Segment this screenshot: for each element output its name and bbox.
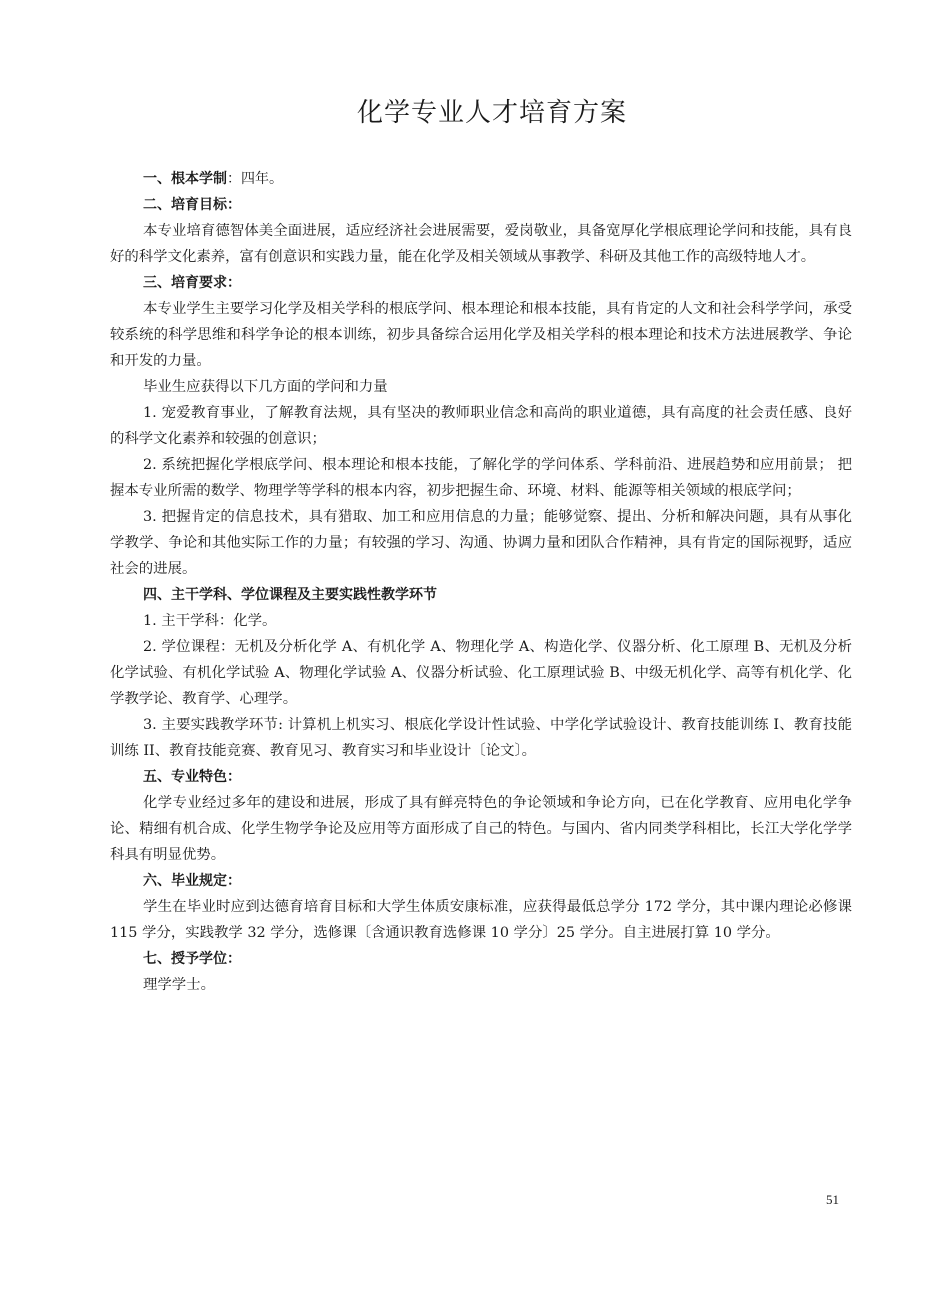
section-5-paragraph: 化学专业经过多年的建设和进展，形成了具有鲜亮特色的争论领域和争论方向，已在化学教育、应用电化学争论、精细有机合成、化学生物学争论及应用等方面形成了自己的特色。与国内、省内同类学科相比，长江大学化学学科具有明显优势。 xyxy=(110,795,852,863)
section-1-heading-label: 一、根本学制 xyxy=(143,171,227,187)
section-4-item-1: 1. 主干学科：化学。 xyxy=(143,613,277,629)
section-3-intro: 毕业生应获得以下几方面的学问和力量 xyxy=(143,379,388,395)
section-1-separator: ： xyxy=(227,171,241,187)
section-4-item-3: 3. 主要实践教学环节: 计算机上机实习、根底化学设计性试验、中学化学试验设计、教育技能训练 I、教育技能训练 II、教育技能竞赛、教育见习、教育实习和毕业设计〔论文〕。 xyxy=(110,717,852,759)
section-6-paragraph: 学生在毕业时应到达德育培育目标和大学生体质安康标准，应获得最低总学分 172 学分，其中课内理论必修课 115 学分，实践教学 32 学分，选修课〔含通识教育选修课 10 学分〕25 学分。自主进展打算 10 学分。 xyxy=(110,899,852,941)
section-3-paragraph: 本专业学生主要学习化学及相关学科的根底学问、根本理论和根本技能，具有肯定的人文和社会科学学问，承受较系统的科学思维和科学争论的根本训练，初步具备综合运用化学及相关学科的根本理论和技术方法进展教学、争论和开发的力量。 xyxy=(110,301,852,369)
section-3-heading: 三、培育要求： xyxy=(143,275,241,291)
section-4-item-2: 2. 学位课程：无机及分析化学 A、有机化学 A、物理化学 A、构造化学、仪器分析、化工原理 B、无机及分析化学试验、有机化学试验 A、物理化学试验 A、仪器分析试验、化工原理试验 B、中级无机化学、高等有机化学、化学教学论、教育学、心理学。 xyxy=(110,639,852,707)
section-2-paragraph: 本专业培育德智体美全面进展，适应经济社会进展需要，爱岗敬业，具备宽厚化学根底理论学问和技能，具有良好的科学文化素养，富有创意识和实践力量，能在化学及相关领域从事教学、科研及其他工作的高级特地人才。 xyxy=(110,223,852,265)
document-title: 化学专业人才培育方案 xyxy=(356,98,627,128)
section-3-item-1: 1. 宠爱教育事业，了解教育法规，具有坚决的教师职业信念和高尚的职业道德，具有高度的社会责任感、良好的科学文化素养和较强的创意识； xyxy=(110,405,852,447)
section-6-heading: 六、毕业规定： xyxy=(143,873,241,889)
document-body xyxy=(110,166,852,998)
section-7-heading: 七、授予学位： xyxy=(143,951,241,967)
page-number: 51 xyxy=(826,1192,839,1207)
section-3-item-3: 3. 把握肯定的信息技术，具有猎取、加工和应用信息的力量；能够觉察、提出、分析和解决问题，具有从事化学教学、争论和其他实际工作的力量；有较强的学习、沟通、协调力量和团队合作精神，具有肯定的国际视野，适应社会的进展。 xyxy=(110,509,852,577)
section-1-value: 四年。 xyxy=(241,171,283,187)
section-1-heading xyxy=(110,166,852,192)
section-7-paragraph: 理学学士。 xyxy=(143,977,215,993)
section-5-heading: 五、专业特色： xyxy=(143,769,241,785)
section-3-item-2: 2. 系统把握化学根底学问、根本理论和根本技能，了解化学的学问体系、学科前沿、进展趋势和应用前景； 把握本专业所需的数学、物理学等学科的根本内容，初步把握生命、环境、材料、能源等相关领域的根底学问； xyxy=(110,457,852,499)
section-2-heading: 二、培育目标： xyxy=(143,197,241,213)
section-4-heading: 四、主干学科、学位课程及主要实践性教学环节 xyxy=(143,587,437,603)
